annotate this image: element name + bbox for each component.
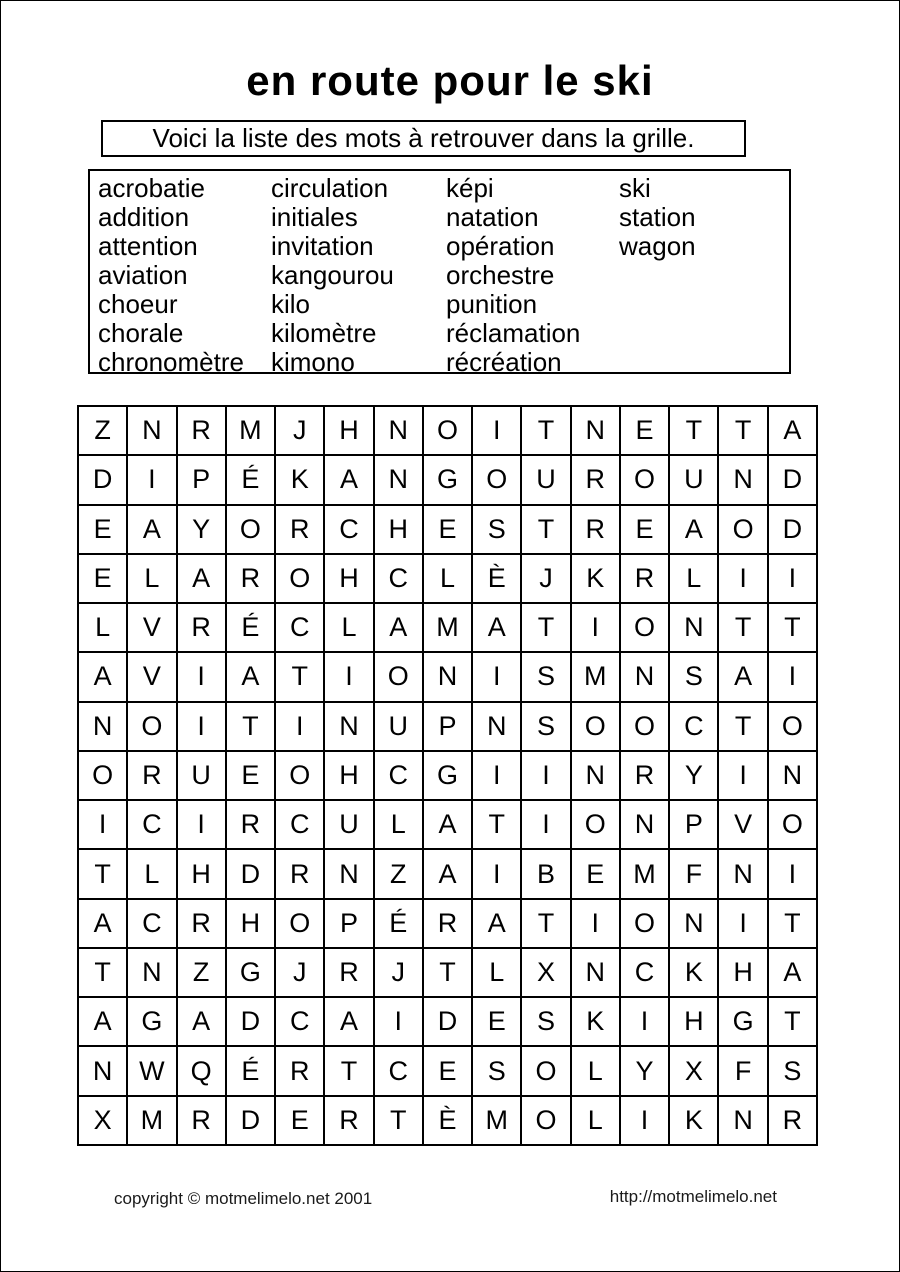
grid-cell: L <box>669 554 718 603</box>
grid-cell: L <box>571 1096 620 1145</box>
grid-cell: J <box>275 948 324 997</box>
grid-cell: F <box>718 1046 767 1095</box>
grid-cell: T <box>226 702 275 751</box>
grid-cell: S <box>521 702 570 751</box>
grid-cell: N <box>571 751 620 800</box>
grid-cell: T <box>472 800 521 849</box>
grid-cell: X <box>669 1046 718 1095</box>
grid-cell: L <box>78 603 127 652</box>
grid-cell: G <box>127 997 176 1046</box>
grid-cell: T <box>423 948 472 997</box>
grid-cell: T <box>521 406 570 455</box>
grid-cell: N <box>374 455 423 504</box>
grid-cell: T <box>78 948 127 997</box>
grid-cell: C <box>275 603 324 652</box>
grid-cell: K <box>669 948 718 997</box>
grid-cell: I <box>472 652 521 701</box>
grid-cell: T <box>718 406 767 455</box>
grid-cell: S <box>768 1046 817 1095</box>
grid-cell: A <box>78 652 127 701</box>
grid-cell: C <box>275 800 324 849</box>
grid-cell: U <box>374 702 423 751</box>
grid-cell: O <box>374 652 423 701</box>
grid-cell: O <box>620 455 669 504</box>
grid-cell: A <box>423 849 472 898</box>
grid-cell: N <box>620 800 669 849</box>
grid-cell: R <box>324 948 373 997</box>
grid-cell: L <box>472 948 521 997</box>
grid-cell: K <box>571 997 620 1046</box>
grid-cell: R <box>571 505 620 554</box>
grid-cell: A <box>768 406 817 455</box>
word-list-column <box>619 174 789 377</box>
grid-cell: I <box>768 849 817 898</box>
grid-cell: A <box>324 997 373 1046</box>
grid-cell: R <box>620 554 669 603</box>
grid-cell: I <box>620 997 669 1046</box>
grid-cell: N <box>127 406 176 455</box>
grid-cell: H <box>324 554 373 603</box>
site-url-text: http://motmelimelo.net <box>609 1187 777 1206</box>
grid-cell: R <box>127 751 176 800</box>
grid-cell: P <box>669 800 718 849</box>
grid-cell: N <box>78 702 127 751</box>
grid-cell: I <box>472 406 521 455</box>
grid-cell: O <box>768 702 817 751</box>
grid-cell: A <box>423 800 472 849</box>
grid-cell: T <box>718 702 767 751</box>
grid-cell: N <box>571 948 620 997</box>
grid-cell: D <box>226 1096 275 1145</box>
grid-cell: N <box>669 603 718 652</box>
grid-cell: K <box>275 455 324 504</box>
grid-cell: E <box>620 406 669 455</box>
grid-cell: N <box>768 751 817 800</box>
grid-cell: S <box>472 505 521 554</box>
grid-cell: N <box>472 702 521 751</box>
grid-cell: E <box>423 505 472 554</box>
grid-cell: T <box>669 406 718 455</box>
word-list-item: initiales <box>271 202 358 232</box>
grid-cell: N <box>423 652 472 701</box>
word-list-item: punition <box>446 289 538 319</box>
grid-cell: I <box>374 997 423 1046</box>
grid-cell: O <box>620 603 669 652</box>
grid-cell: D <box>78 455 127 504</box>
grid-cell: O <box>521 1096 570 1145</box>
grid-cell: C <box>324 505 373 554</box>
grid-cell: L <box>324 603 373 652</box>
instruction-text: Voici la liste des mots à retrouver dans la grille. <box>152 123 695 153</box>
grid-cell: I <box>127 455 176 504</box>
grid-cell: È <box>472 554 521 603</box>
grid-cell: K <box>669 1096 718 1145</box>
grid-cell: I <box>718 751 767 800</box>
grid-cell: L <box>423 554 472 603</box>
word-list-item: addition <box>98 202 190 232</box>
grid-cell: R <box>177 1096 226 1145</box>
grid-cell: I <box>718 554 767 603</box>
grid-cell: V <box>127 603 176 652</box>
word-list-item: réclamation <box>446 318 581 348</box>
grid-cell: T <box>768 603 817 652</box>
grid-cell: Y <box>177 505 226 554</box>
grid-cell: É <box>226 1046 275 1095</box>
grid-cell: T <box>768 899 817 948</box>
grid-cell: Y <box>620 1046 669 1095</box>
puzzle-grid <box>77 405 818 1146</box>
grid-cell: R <box>275 505 324 554</box>
grid-cell: S <box>669 652 718 701</box>
grid-cell: I <box>78 800 127 849</box>
grid-cell: O <box>768 800 817 849</box>
grid-cell: A <box>127 505 176 554</box>
grid-cell: I <box>275 702 324 751</box>
grid-cell: L <box>127 849 176 898</box>
grid-cell: O <box>275 899 324 948</box>
grid-cell: S <box>521 997 570 1046</box>
grid-cell: É <box>226 603 275 652</box>
grid-cell: N <box>669 899 718 948</box>
grid-cell: R <box>177 406 226 455</box>
grid-cell: I <box>324 652 373 701</box>
grid-cell: K <box>571 554 620 603</box>
grid-cell: A <box>669 505 718 554</box>
grid-cell: R <box>423 899 472 948</box>
grid-cell: É <box>226 455 275 504</box>
grid-cell: R <box>275 849 324 898</box>
grid-cell: P <box>423 702 472 751</box>
word-list-item: circulation <box>271 173 389 203</box>
grid-cell: N <box>127 948 176 997</box>
grid-cell: O <box>423 406 472 455</box>
grid-cell: D <box>768 505 817 554</box>
grid-cell: U <box>669 455 718 504</box>
grid-cell: U <box>324 800 373 849</box>
grid-cell: H <box>324 406 373 455</box>
grid-cell: H <box>177 849 226 898</box>
grid-cell: U <box>521 455 570 504</box>
grid-cell: W <box>127 1046 176 1095</box>
grid-cell: Z <box>374 849 423 898</box>
instruction-box <box>101 120 746 157</box>
grid-cell: I <box>177 702 226 751</box>
grid-cell: È <box>423 1096 472 1145</box>
grid-cell: I <box>571 603 620 652</box>
grid-cell: G <box>226 948 275 997</box>
grid-cell: H <box>374 505 423 554</box>
grid-cell: J <box>275 406 324 455</box>
word-list-column <box>446 174 619 377</box>
word-list-item: récréation <box>446 347 562 377</box>
grid-cell: I <box>768 554 817 603</box>
grid-cell: A <box>78 899 127 948</box>
word-list-item: acrobatie <box>98 173 205 203</box>
grid-cell: T <box>78 849 127 898</box>
grid-cell: D <box>423 997 472 1046</box>
grid-cell: A <box>177 997 226 1046</box>
grid-cell: C <box>127 899 176 948</box>
grid-cell: C <box>620 948 669 997</box>
grid-cell: E <box>78 554 127 603</box>
grid-cell: T <box>521 899 570 948</box>
grid-cell: C <box>374 751 423 800</box>
word-list-item: képi <box>446 173 494 203</box>
word-list-item: kilo <box>271 289 311 319</box>
grid-cell: A <box>226 652 275 701</box>
grid-cell: V <box>127 652 176 701</box>
grid-cell: O <box>718 505 767 554</box>
grid-cell: O <box>472 455 521 504</box>
grid-cell: C <box>275 997 324 1046</box>
grid-cell: U <box>177 751 226 800</box>
grid-cell: T <box>275 652 324 701</box>
grid-cell: E <box>78 505 127 554</box>
grid-cell: O <box>620 899 669 948</box>
grid-cell: C <box>374 1046 423 1095</box>
grid-cell: N <box>324 702 373 751</box>
word-list-item: wagon <box>619 231 696 261</box>
grid-cell: E <box>620 505 669 554</box>
grid-cell: C <box>669 702 718 751</box>
grid-cell: R <box>768 1096 817 1145</box>
grid-cell: D <box>768 455 817 504</box>
grid-cell: G <box>718 997 767 1046</box>
copyright-text: copyright © motmelimelo.net 2001 <box>114 1189 373 1208</box>
grid-cell: I <box>177 652 226 701</box>
word-list-item: invitation <box>271 231 374 261</box>
grid-cell: A <box>718 652 767 701</box>
grid-cell: Q <box>177 1046 226 1095</box>
grid-cell: N <box>324 849 373 898</box>
grid-cell: T <box>521 603 570 652</box>
grid-cell: A <box>472 603 521 652</box>
grid-cell: O <box>620 702 669 751</box>
grid-cell: E <box>226 751 275 800</box>
grid-cell: O <box>521 1046 570 1095</box>
grid-cell: E <box>472 997 521 1046</box>
word-list-item: choeur <box>98 289 178 319</box>
grid-cell: N <box>374 406 423 455</box>
grid-cell: I <box>768 652 817 701</box>
grid-cell: O <box>275 751 324 800</box>
grid-cell: N <box>78 1046 127 1095</box>
grid-cell: A <box>374 603 423 652</box>
grid-cell: Z <box>78 406 127 455</box>
word-list-item: ski <box>619 173 651 203</box>
grid-cell: S <box>472 1046 521 1095</box>
word-list-item: attention <box>98 231 198 261</box>
grid-cell: V <box>718 800 767 849</box>
grid-cell: M <box>571 652 620 701</box>
grid-cell: L <box>127 554 176 603</box>
grid-cell: X <box>78 1096 127 1145</box>
word-list-item: aviation <box>98 260 188 290</box>
grid-cell: D <box>226 997 275 1046</box>
grid-cell: É <box>374 899 423 948</box>
word-list-item: kilomètre <box>271 318 377 348</box>
grid-cell: M <box>472 1096 521 1145</box>
word-list-item: kangourou <box>271 260 394 290</box>
grid-cell: O <box>78 751 127 800</box>
grid-cell: N <box>718 849 767 898</box>
grid-cell: N <box>718 1096 767 1145</box>
grid-cell: R <box>226 554 275 603</box>
grid-cell: Y <box>669 751 718 800</box>
grid-cell: O <box>571 800 620 849</box>
grid-cell: I <box>521 751 570 800</box>
grid-cell: M <box>127 1096 176 1145</box>
grid-cell: B <box>521 849 570 898</box>
grid-cell: R <box>620 751 669 800</box>
grid-cell: R <box>275 1046 324 1095</box>
grid-cell: A <box>324 455 373 504</box>
grid-cell: C <box>374 554 423 603</box>
grid-cell: H <box>718 948 767 997</box>
grid-cell: R <box>324 1096 373 1145</box>
grid-cell: M <box>423 603 472 652</box>
grid-cell: A <box>177 554 226 603</box>
grid-cell: H <box>669 997 718 1046</box>
page-title: en route pour le ski <box>246 57 654 104</box>
grid-cell: M <box>620 849 669 898</box>
grid-cell: I <box>472 849 521 898</box>
grid-cell: I <box>177 800 226 849</box>
word-list-item: opération <box>446 231 555 261</box>
grid-cell: D <box>226 849 275 898</box>
grid-cell: A <box>768 948 817 997</box>
word-list-item: orchestre <box>446 260 555 290</box>
grid-cell: T <box>374 1096 423 1145</box>
grid-cell: S <box>521 652 570 701</box>
grid-cell: J <box>374 948 423 997</box>
grid-cell: X <box>521 948 570 997</box>
grid-cell: P <box>324 899 373 948</box>
grid-cell: R <box>177 603 226 652</box>
grid-cell: N <box>571 406 620 455</box>
grid-cell: C <box>127 800 176 849</box>
grid-cell: E <box>423 1046 472 1095</box>
grid-cell: O <box>127 702 176 751</box>
grid-cell: E <box>571 849 620 898</box>
grid-cell: I <box>571 899 620 948</box>
word-list <box>88 169 791 377</box>
word-list-item: chronomètre <box>98 347 244 377</box>
grid-cell: E <box>275 1096 324 1145</box>
word-list-item: chorale <box>98 318 184 348</box>
grid-cell: P <box>177 455 226 504</box>
word-list-column <box>271 174 446 377</box>
word-list-column <box>98 174 271 377</box>
word-list-item: natation <box>446 202 539 232</box>
word-list-item: kimono <box>271 347 355 377</box>
grid-cell: F <box>669 849 718 898</box>
grid-cell: I <box>472 751 521 800</box>
grid-cell: H <box>324 751 373 800</box>
grid-cell: T <box>521 505 570 554</box>
grid-cell: T <box>324 1046 373 1095</box>
grid-cell: J <box>521 554 570 603</box>
grid-cell: N <box>620 652 669 701</box>
grid-cell: L <box>374 800 423 849</box>
grid-cell: G <box>423 455 472 504</box>
grid-cell: O <box>275 554 324 603</box>
grid-cell: T <box>768 997 817 1046</box>
grid-cell: Z <box>177 948 226 997</box>
grid-cell: T <box>718 603 767 652</box>
grid-cell: H <box>226 899 275 948</box>
grid-cell: O <box>571 702 620 751</box>
grid-cell: I <box>521 800 570 849</box>
grid-cell: G <box>423 751 472 800</box>
grid-cell: I <box>718 899 767 948</box>
grid-cell: R <box>177 899 226 948</box>
grid-cell: O <box>226 505 275 554</box>
grid-cell: L <box>571 1046 620 1095</box>
grid-cell: R <box>571 455 620 504</box>
grid-cell: A <box>78 997 127 1046</box>
grid-cell: R <box>226 800 275 849</box>
grid-cell: A <box>472 899 521 948</box>
grid-cell: M <box>226 406 275 455</box>
grid-cell: N <box>718 455 767 504</box>
grid-cell: I <box>620 1096 669 1145</box>
word-list-item: station <box>619 202 696 232</box>
